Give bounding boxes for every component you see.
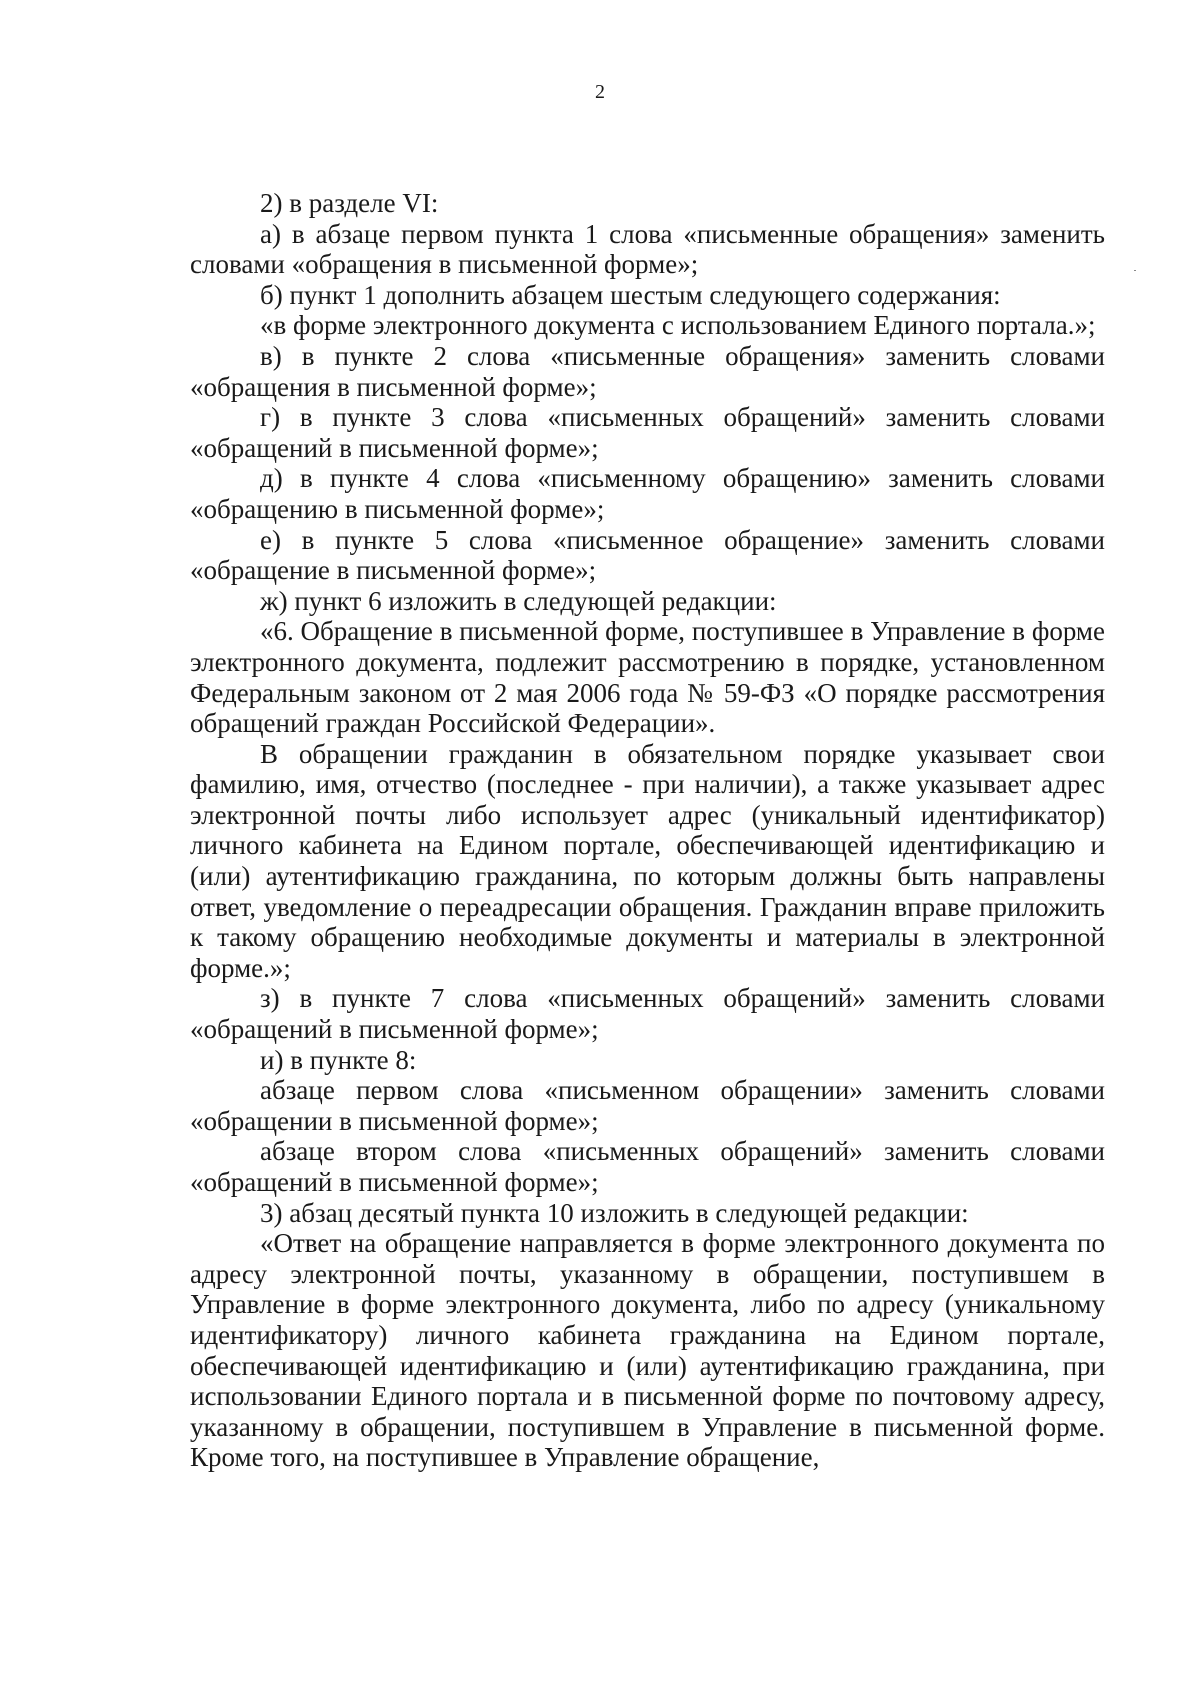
paragraph-item-b: б) пункт 1 дополнить абзацем шестым следующего содержания: xyxy=(260,279,1001,310)
paragraph-item-i: и) в пункте 8: xyxy=(260,1044,417,1075)
paragraph-section-vi-heading: 2) в разделе VI: xyxy=(260,188,439,218)
paragraph-item-e: е) в пункте 5 слова «письменное обращение» заменить словами «обращение в письменной форме»; xyxy=(190,524,1105,586)
page-number: 2 xyxy=(595,81,605,103)
paragraph-item-z: з) в пункте 7 слова «письменных обращений» заменить словами «обращений в письменной форме»; xyxy=(190,983,1105,1045)
document-body xyxy=(190,188,1105,1473)
paragraph-item-zh: ж) пункт 6 изложить в следующей редакции: xyxy=(260,585,777,616)
scan-speck xyxy=(1134,270,1136,271)
paragraph-item-i-second: абзаце втором слова «письменных обращений» заменить словами «обращений в письменной форме»; xyxy=(190,1136,1105,1197)
paragraph-point-6-requirements: В обращении гражданин в обязательном порядке указывает свои фамилию, имя, отчество (последнее - при наличии), а также указывает адрес электронной почты либо использует адрес (уникальный идентификатор) личного кабинета на Едином портале, обеспечивающей идентификацию и (или) аутентификацию гражданина, по которым должны быть направлены ответ, уведомление о переадресации обращения. Гражданин вправе приложить к такому обращению необходимые документы и материалы в электронной форме.»; xyxy=(190,738,1105,983)
paragraph-section-3-heading: 3) абзац десятый пункта 10 изложить в следующей редакции: xyxy=(260,1197,969,1228)
paragraph-point-6-text: «6. Обращение в письменной форме, поступившее в Управление в форме электронного документа, подлежит рассмотрению в порядке, установленном Федеральным законом от 2 мая 2006 года № 59-ФЗ «О порядке рассмотрения обращений граждан Российской Федерации». xyxy=(190,616,1105,739)
paragraph-item-d: д) в пункте 4 слова «письменному обращению» заменить словами «обращению в письменной форме»; xyxy=(190,463,1105,524)
paragraph-item-a: а) в абзаце первом пункта 1 слова «письменные обращения» заменить словами «обращения в письменной форме»; xyxy=(190,218,1105,280)
paragraph-item-v: в) в пункте 2 слова «письменные обращения» заменить словами «обращения в письменной форме»; xyxy=(190,340,1105,402)
paragraph-item-g: г) в пункте 3 слова «письменных обращений» заменить словами «обращений в письменной форме»; xyxy=(190,402,1105,463)
paragraph-item-b-quote: «в форме электронного документа с использованием Единого портала.»; xyxy=(260,310,1096,341)
paragraph-item-i-first: абзаце первом слова «письменном обращении» заменить словами «обращении в письменной форме»; xyxy=(190,1075,1105,1136)
paragraph-answer-text: «Ответ на обращение направляется в форме электронного документа по адресу электронной почты, указанному в обращении, поступившем в Управление в форме электронного документа, либо по адресу (уникальному идентификатору) личного кабинета гражданина на Едином портале, обеспечивающей идентификацию и (или) аутентификацию гражданина, при использовании Единого портала и в письменной форме по почтовому адресу, указанному в обращении, поступившем в Управление в письменной форме. Кроме того, на поступившее в Управление обращение, xyxy=(190,1228,1105,1473)
